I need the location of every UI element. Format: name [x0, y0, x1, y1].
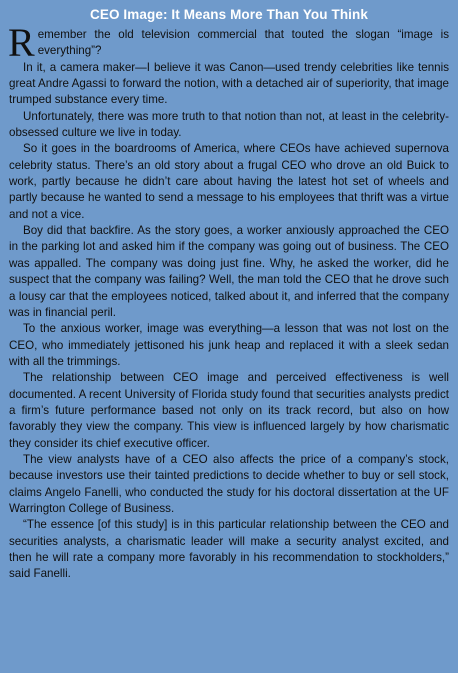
paragraph-4: Boy did that backfire. As the story goes, a worker anxiously approached the CEO in the parking lot and asked him if the company was going out of business. The CEO was appalled. The company was doing just fine. Why, he asked the worker, did he suspect that the company was failing? Well, the man told the CEO that he drove such a lousy car that the employees noticed, talked about it, and inferred that the company was in financial peril.	[9, 224, 449, 319]
paragraph-7: The view analysts have of a CEO also affects the price of a company’s stock, because investors use their tainted predictions to decide whether to buy or sell stock, claims Angelo Fanelli, who conducted the study for his doctoral dissertation at the UF Warrington College of Business.	[9, 452, 449, 515]
lead-paragraph-text: emember the old television commercial that touted the slogan “image is everything”?	[37, 28, 449, 58]
lead-paragraph	[8, 20, 449, 65]
drop-cap: R	[8, 20, 35, 65]
paragraph-2: Unfortunately, there was more truth to that notion than not, at least in the celebrity-obsessed culture we live in today.	[9, 109, 449, 140]
article-body	[8, 20, 449, 583]
paragraph-1: In it, a camera maker—I believe it was Canon—used trendy celebrities like tennis great Andre Agassi to forward the notion, with a detached air of superiority, that image trumped substance every time.	[9, 60, 449, 107]
paragraph-8: “The essence [of this study] is in this particular relationship between the CEO and securities analysts, a charismatic leader will make a security analyst excited, and then he will rate a company more favorably in his recommendation to stockholders,” said Fanelli.	[9, 518, 449, 581]
article-title: CEO Image: It Means More Than You Think	[90, 7, 368, 22]
paragraph-6: The relationship between CEO image and perceived effectiveness is well documented. A recent University of Florida study found that securities analysts predict a firm’s future performance based not only on its track record, but also on how favorably they view the company. This view is influenced largely by how charismatic they consider its chief executive officer.	[9, 371, 449, 450]
paragraph-3: So it goes in the boardrooms of America, where CEOs have achieved supernova celebrity status. There’s an old story about a frugal CEO who drove an old Buick to work, partly because he didn’t care about having the latest hot set of wheels and partly because he wanted to send a message to his employees that thrift was a virtue and not a vice.	[9, 142, 449, 221]
paragraph-5: To the anxious worker, image was everything—a lesson that was not lost on the CEO, who immediately jettisoned his junk heap and replaced it with a sleek sedan with all the trimmings.	[9, 322, 449, 368]
